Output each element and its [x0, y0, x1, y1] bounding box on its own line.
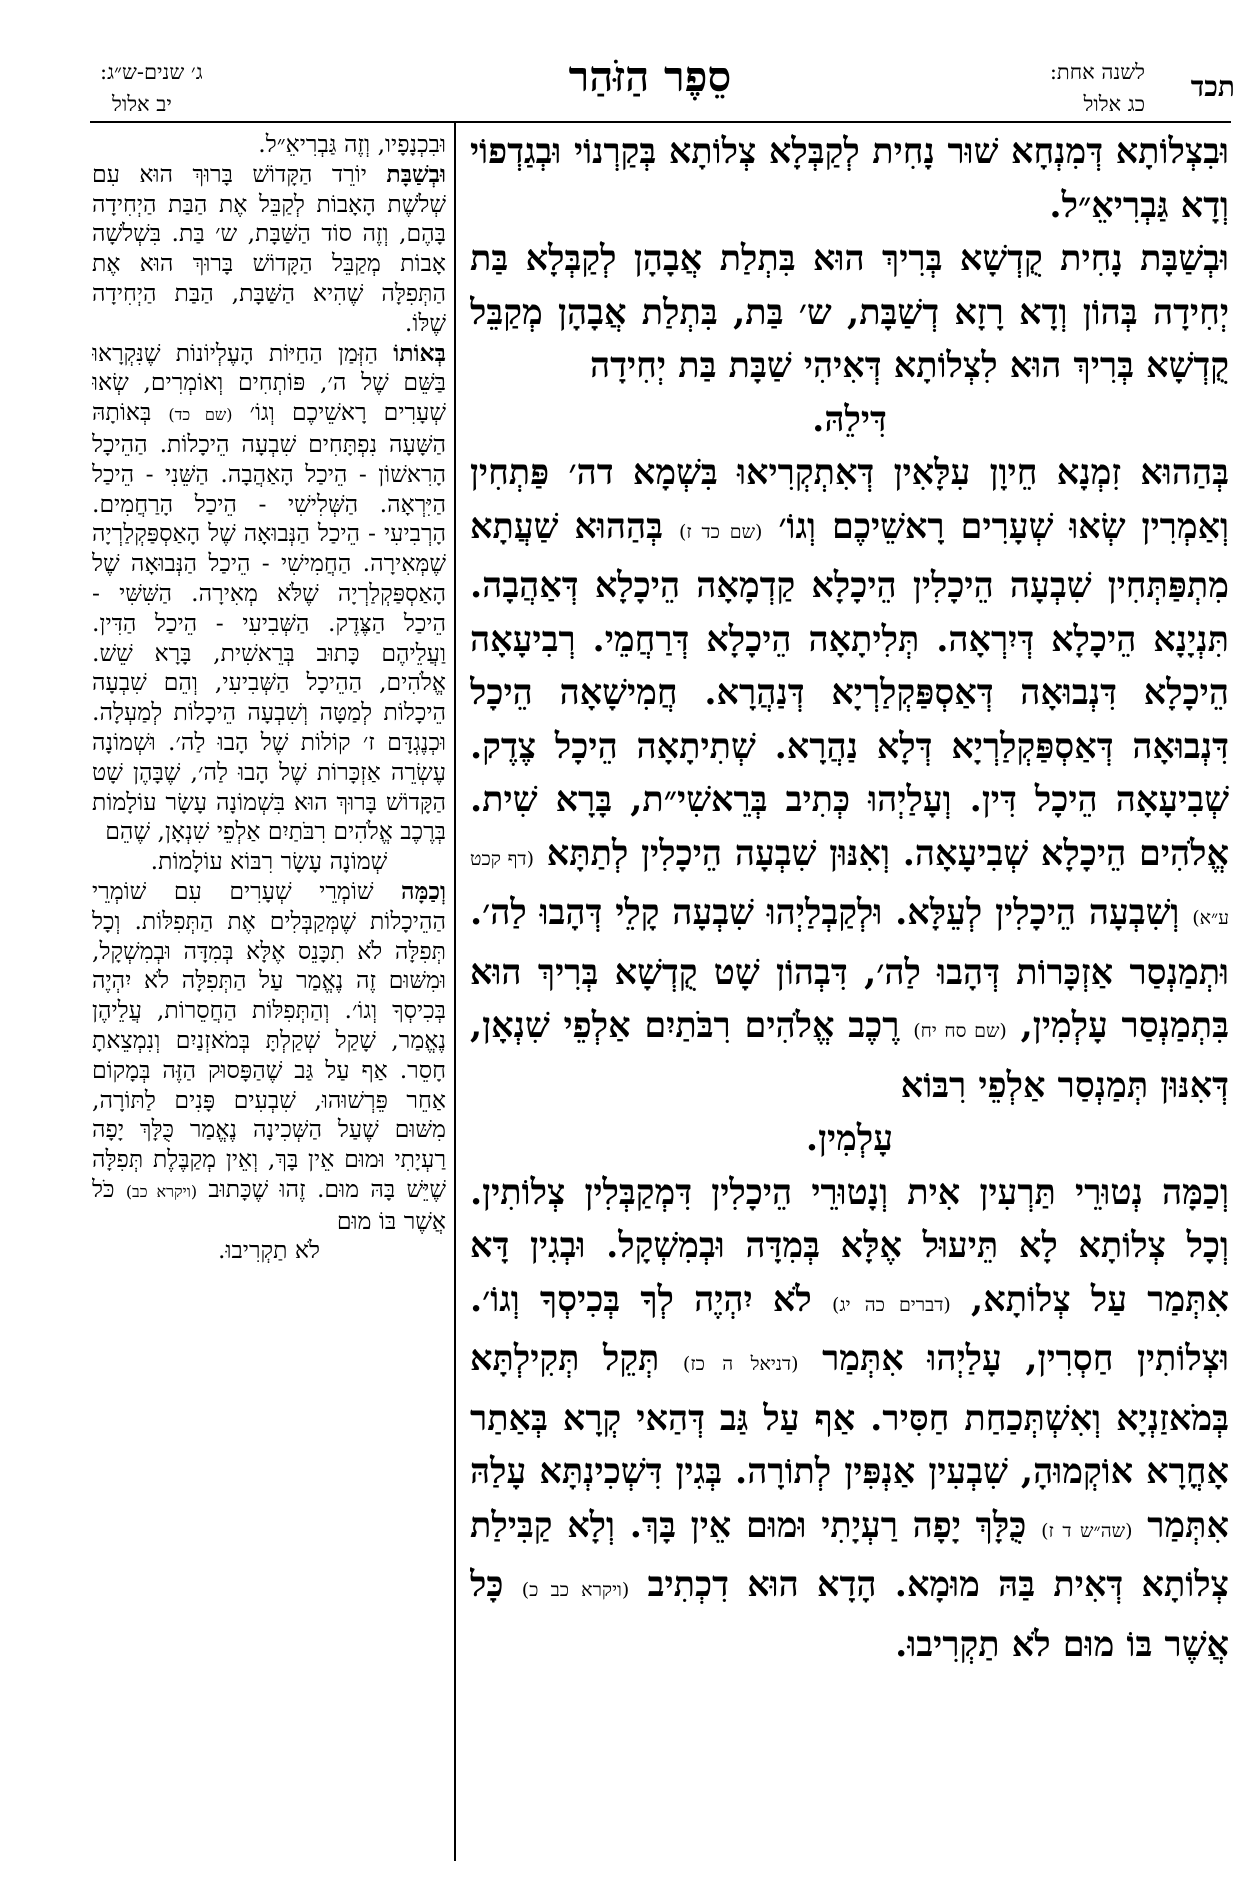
page-reference: (דף קכט ע״א): [470, 847, 1229, 929]
lead-word: בְּאוֹתוֹ: [393, 338, 446, 367]
header-date-three-years: יב אלול: [112, 92, 172, 116]
source-reference: (ויקרא כב כ): [521, 1579, 630, 1601]
header-schedule-one-year: לשנה אחת:: [1049, 60, 1145, 84]
header-date-one-year: כג אלול: [1083, 92, 1145, 116]
lead-word: וְכַמָּה: [401, 876, 446, 905]
side-paragraph-3-end: שְׁמוֹנָה עָשָׂר רִבּוֹא עוֹלָמוֹת.: [150, 847, 388, 876]
source-reference: (דברים כה יג): [831, 1293, 951, 1316]
source-reference: (שם סח יח): [913, 1020, 1007, 1042]
aramaic-main-column: [470, 125, 1229, 1865]
source-reference: (שם כד): [168, 405, 233, 425]
source-reference: (דניאל ה כז): [682, 1353, 799, 1375]
column-divider: [454, 121, 456, 1861]
page-number: תכד: [1190, 70, 1235, 103]
header-rule: [90, 121, 1231, 123]
header-schedule-three-years: ג׳ שנים-ש״ג:: [100, 60, 203, 84]
lead-word: וּבְשַׁבָּת: [386, 159, 446, 188]
side-paragraph-4: וְכַמָּה שׁוֹמְרֵי שְׁעָרִים עִם שׁוֹמְרֵי הַהֵיכָלוֹת שֶׁמְּקַבְּלִים אֶת הַתְּפִלּוֹת. וְכָל תְּפִלָּה לֹא תִכָּנֵס אֶלָּא בְּמִדָּה וּבְמִשְׁקָל, וּמִשּׁוּם זֶה נֶאֱמַר עַל הַתְּפִלָּה לֹא יִהְיֶה בְּכִיסְךָ וְגוֹ׳. וְהַתְּפִלּוֹת הַחֲסֵרוֹת, עֲלֵיהֶן נֶאֱמַר, שָׁקַל שְׁקַלְתָּ בְּמֹאזְנַיִם וְנִמְצֵאתָ חָסֵר. אַף עַל גַּב שֶׁהַפָּסוּק הַזֶּה בְּמָקוֹם אַחֵר פֵּרְשׁוּהוּ, שִׁבְעִים פָּנִים לַתּוֹרָה, מִשּׁוּם שֶׁעַל הַשְּׁכִינָה נֶאֱמַר כֻּלָּךְ יָפָה רַעְיָתִי וּמוּם אֵין בָּךְ, וְאֵין מְקַבֶּלֶת תְּפִלָּה שֶׁיֵּשׁ בָּהּ מוּם. זֶהוּ שֶׁכָּתוּב (ויקרא כב) כֹּל אֲשֶׁר בּוֹ מוּם: [92, 876, 446, 1235]
main-paragraph-3-end: עָלְמִין.: [805, 1118, 894, 1159]
main-paragraph-2: וּבְשַׁבָּת נָחִית קֻדְשָׁא בְּרִיךְ הוּא בִּתְלַת אֲבָהָן לְקַבְּלָא בַּת יְחִידָה בְּהוֹן וְדָא רָזָא דְשַׁבָּת, ש׳ בַּת, בִּתְלַת אֲבָהָן מְקַבֵּל קֻדְשָׁא בְּרִיךְ הוּא לִצְלוֹתָא דְּאִיהִי שַׁבָּת בַּת יְחִידָה: [470, 238, 1229, 386]
side-paragraph-3: בְּאוֹתוֹ הַזְּמַן הַחַיּוֹת הָעֶלְיוֹנוֹת שֶׁנִּקְרָאוּ בַּשֵּׁם שֶׁל ה׳, פּוֹתְחִים וְאוֹמְרִים, שְׂאוּ שְׁעָרִים רָאשֵׁיכֶם וְגוֹ׳ (שם כד) בְּאוֹתָהּ הַשָּׁעָה נִפְתָּחִים שִׁבְעָה הֵיכָלוֹת. הַהֵיכָל הָרִאשׁוֹן - הֵיכַל הָאַהֲבָה. הַשֵּׁנִי - הֵיכַל הַיִּרְאָה. הַשְּׁלִישִׁי - הֵיכַל הָרַחֲמִים. הָרְבִיעִי - הֵיכַל הַנְּבוּאָה שֶׁל הָאַסְפַּקְלַרְיָה שֶׁמְּאִירָה. הַחֲמִישִׁי - הֵיכַל הַנְּבוּאָה שֶׁל הָאַסְפַּקְלַרְיָה שֶׁלֹּא מְאִירָה. הַשִּׁשִּׁי - הֵיכַל הַצֶּדֶק. הַשְּׁבִיעִי - הֵיכַל הַדִּין. וַעֲלֵיהֶם כָּתוּב בְּרֵאשִׁית, בָּרָא שֵׁשׁ. אֱלֹהִים, הַהֵיכָל הַשְּׁבִיעִי, וְהֵם שִׁבְעָה הֵיכָלוֹת לְמַטָּה וְשִׁבְעָה הֵיכָלוֹת לְמַעְלָה. וּכְנֶגְדָּם ז׳ קוֹלוֹת שֶׁל הָבוּ לַה׳. וּשְׁמוֹנָה עֶשְׂרֵה אַזְכָּרוֹת שֶׁל הָבוּ לַה׳, שֶׁבָּהֶן שָׁט הַקָּדוֹשׁ בָּרוּךְ הוּא בִּשְׁמוֹנָה עָשָׂר עוֹלָמוֹת בְּרֶכֶב אֱלֹהִים רִבֹּתַיִם אַלְפֵי שִׁנְאָן, שֶׁהֵם: [92, 338, 446, 846]
book-title: סֵפֶר הַזֹּהַר: [568, 52, 732, 101]
hebrew-translation-column: [92, 130, 446, 1870]
main-paragraph-1: וּבִצְלוֹתָא דְּמִנְחָא שׁוּר נָחִית לְקַבְּלָא צְלוֹתָא בְּקַרְנוֹי וּבְגַדְפוֹי וְדָא גַּבְרִיאֵ״ל.: [470, 131, 1229, 226]
side-paragraph-4-end: לֹא תַקְרִיבוּ.: [218, 1236, 320, 1265]
main-paragraph-3: בְּהַהוּא זִמְנָא חֵיוָן עִלָּאִין דְּאִתְקְרִיאוּ בִּשְׁמָא דה׳ פַּתְחִין וְאַמְרִין שְׂאוּ שְׁעָרִים רָאשֵׁיכֶם וְגוֹ׳ (שם כד ז) בְּהַהוּא שַׁעֲתָא מִתְפַּתְּחִין שִׁבְעָה הֵיכָלִין הֵיכָלָא קַדְמָאָה הֵיכָלָא דְּאַהֲבָה. תִּנְיָנָא הֵיכָלָא דְּיִרְאָה. תְּלִיתָאָה הֵיכָלָא דְּרַחֲמֵי. רְבִיעָאָה הֵיכָלָא דִּנְבוּאָה דְּאַסְפַּקְלַרְיָא דְּנַהֲרָא. חֲמִישָׁאָה הֵיכָל דִּנְבוּאָה דְּאַסְפַּקְלַרְיָא דְּלָא נַהֲרָא. שְׁתִיתָאָה הֵיכָל צֶדֶק. שְׁבִיעָאָה הֵיכָל דִּין. וְעָלַיְהוּ כְּתִיב בְּרֵאשִׁי״ת, בָּרָא שִׁית. אֱלֹהִים הֵיכָלָא שְׁבִיעָאָה. וְאִנּוּן שִׁבְעָה הֵיכָלִין לְתַתָּא (דף קכט ע״א) וְשִׁבְעָה הֵיכָלִין לְעֵלָּא. וּלְקַבְלַיְהוּ שִׁבְעָה קָלֵי דְּהָבוּ לַה׳. וּתְמַנְסַר אַזְכָּרוֹת דְּהָבוּ לַה׳, דִּבְהוֹן שָׁט קֻדְשָׁא בְּרִיךְ הוּא בִּתְמַנְסַר עָלְמִין, (שם סח יח) רֶכֶב אֱלֹהִים רִבֹּתַיִם אַלְפֵי שִׁנְאָן, דְּאִנּוּן תְּמַנְסַר אַלְפֵי רִבּוֹא: [470, 452, 1229, 1106]
side-paragraph-2: וּבְשַׁבָּת יוֹרֵד הַקָּדוֹשׁ בָּרוּךְ הוּא עִם שְׁלֹשֶׁת הָאָבוֹת לְקַבֵּל אֶת הַבַּת הַיְחִידָה בָּהֶם, וְזֶה סוֹד הַשַּׁבָּת, ש׳ בַּת. בִּשְׁלֹשָׁה אָבוֹת מְקַבֵּל הַקָּדוֹשׁ בָּרוּךְ הוּא אֶת הַתְּפִלָּה שֶׁהִיא הַשַּׁבָּת, הַבַּת הַיְחִידָה שֶׁלּוֹ.: [92, 159, 446, 337]
source-reference: (שם כד ז): [678, 520, 763, 543]
main-paragraph-4: וְכַמָּה נְטוּרֵי תַּרְעִין אִית וְנָטוּרֵי הֵיכָלִין דִּמְקַבְּלִין צְלוֹתִין. וְכָל צְלוֹתָא לָא תֵּיעוּל אֶלָּא בְּמִדָּה וּבְמִשְׁקָל. וּבְגִין דָּא אִתְּמַר עַל צְלוֹתָא, (דברים כה יג) לֹא יִהְיֶה לְךָ בְּכִיסְךָ וְגוֹ׳. וּצְלוֹתִין חַסְרִין, עָלַיְהוּ אִתְּמַר (דניאל ה כז) תְּקֵל תְּקִילְתָּא בְּמֹאזַנְיָא וְאִשְׁתְּכַחַת חַסִּיר. אַף עַל גַּב דְּהַאי קְרָא בְּאַתַר אָחֳרָא אוֹקְמוּהָ, שִׁבְעִין אַנְפִּין לְתוֹרָה. בְּגִין דִּשְׁכִינְתָּא עָלַהּ אִתְּמַר (שה״ש ד ז) כֻּלָּךְ יָפָה רַעְיָתִי וּמוּם אֵין בָּךְ. וְלָא קַבִּילַת צְלוֹתָא דְּאִית בַּהּ מוּמָא. הָדָא הוּא דִכְתִיב (ויקרא כב כ) כָּל אֲשֶׁר בּוֹ מוּם לֹא תַקְרִיבוּ.: [470, 1171, 1229, 1665]
source-reference: (ויקרא כב): [125, 1181, 198, 1201]
main-paragraph-2-end: דִּילֵהּ.: [812, 398, 887, 440]
side-paragraph-1: וּבִכְנָפָיו, וְזֶה גַּבְרִיאֵ״ל.: [258, 130, 446, 158]
source-reference: (שה״ש ד ז): [1041, 1519, 1133, 1542]
